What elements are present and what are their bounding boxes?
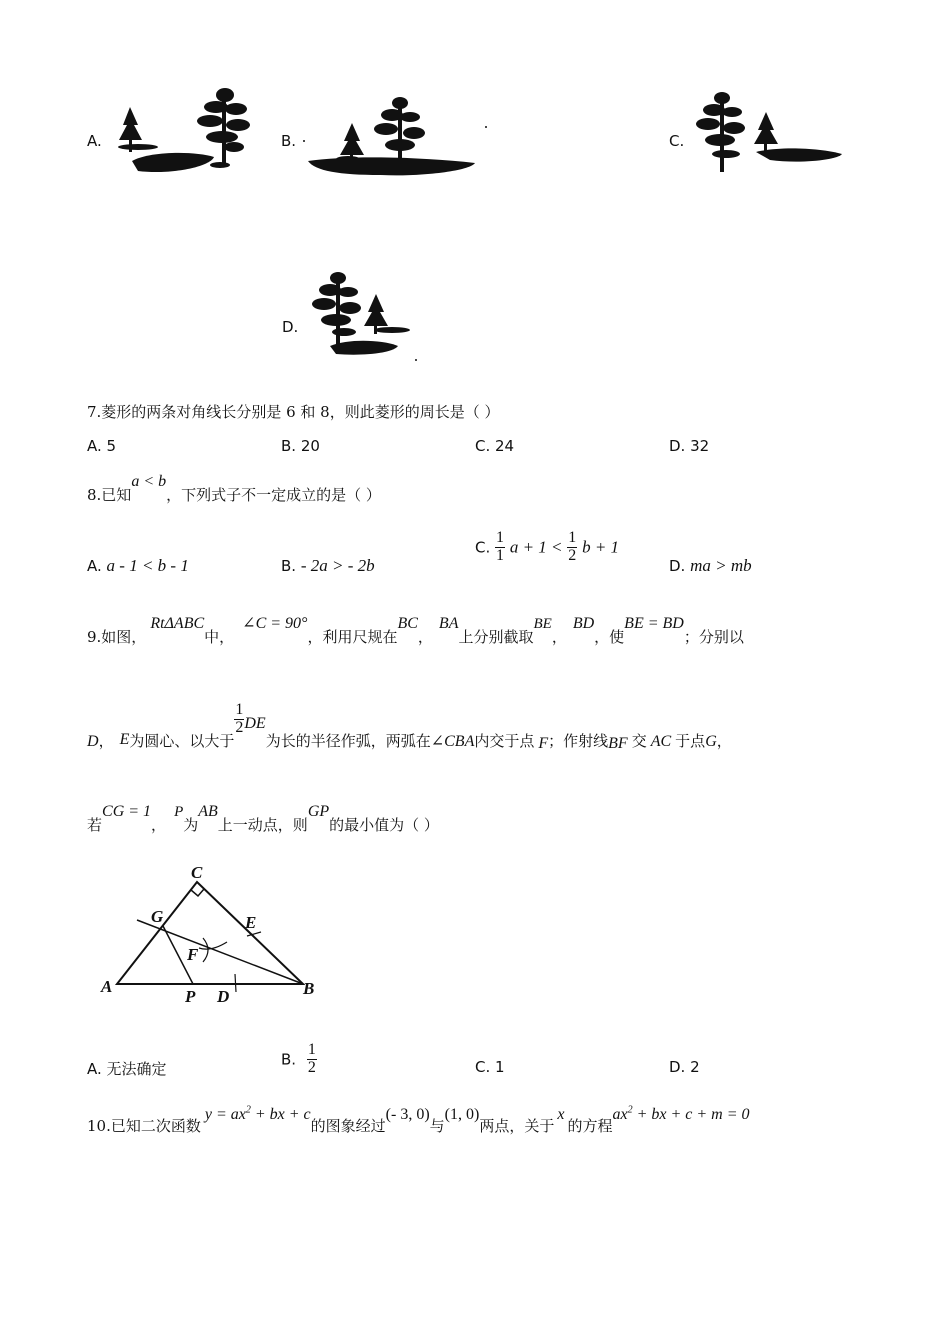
q9-number: 9.如图， [87, 628, 147, 646]
q9-half-fraction: $\frac{1}{2}$ [235, 701, 244, 736]
q9-text: ， [98, 732, 114, 750]
q8-option-c-tail: b + 1 [582, 537, 620, 557]
q8-option-d [669, 556, 752, 576]
q9-figure-label-c: C [191, 863, 203, 882]
q9-figure-label-f: F [187, 945, 199, 964]
q8-option-c-fraction-1: $\frac{1}{1}$ [496, 529, 505, 564]
q8-option-d-label: D. [669, 557, 686, 575]
q9-text: ；分别以 [683, 628, 744, 646]
q6-option-a-figure [110, 85, 270, 180]
q9-cg-equation: CG = 1 [102, 803, 152, 820]
q9-text: 为 [183, 816, 199, 834]
q9-ac: AC [650, 733, 672, 750]
q6-option-d-label: D. [282, 318, 299, 336]
q10-text: 与 [429, 1117, 445, 1135]
q9-bd: BD [572, 615, 595, 632]
q8-stem [87, 470, 381, 504]
q7-stem: 7.菱形的两条对角线长分别是 6 和 8，则此菱形的周长是（ ） [87, 403, 500, 421]
q9-text: 内交于点 [474, 732, 535, 750]
q9-point-f: F [538, 735, 549, 752]
q10-number: 10.已知二次函数 [87, 1117, 201, 1135]
q9-right-angle: ∠C = 90° [242, 615, 308, 632]
q8-option-a [87, 556, 189, 576]
q8-option-c-mid: a + 1 < [509, 537, 563, 557]
q9-option-c: C. 1 [475, 1058, 505, 1076]
q8-option-c [475, 530, 619, 565]
q9-gp: GP [307, 803, 330, 820]
q10-equation: $ax^2$ + bx + c + m = 0 [612, 1104, 750, 1123]
q9-figure-label-e: E [245, 913, 257, 932]
q6-option-c-figure [690, 88, 850, 180]
q9-figure-label-p: P [185, 987, 196, 1006]
q8-option-b [281, 556, 375, 576]
q9-line-3 [87, 800, 439, 834]
q9-text: ， [417, 628, 433, 646]
q9-figure-label-g: G [151, 907, 164, 926]
q8-option-a-expr: a - 1 < b - 1 [106, 556, 189, 575]
q9-text: ；作射线 [548, 732, 609, 750]
q9-text: 为长的半径作弧，两弧在 [265, 732, 431, 750]
q8-option-d-expr: ma > mb [690, 556, 752, 575]
q9-figure-label-b: B [303, 979, 315, 998]
q9-text: 为圆心、以大于 [129, 732, 235, 750]
q9-ba: BA [438, 615, 459, 632]
q9-triangle: RtΔABC [150, 615, 205, 632]
q9-point-d: D [87, 733, 99, 750]
q7-option-b: B. 20 [281, 437, 320, 455]
q8-number: 8.已知 [87, 486, 132, 504]
q9-be: BE [533, 616, 552, 632]
q8-condition: a < b [131, 473, 167, 490]
q6-option-b-label: B. [281, 132, 297, 150]
q9-option-a: A. 无法确定 [87, 1060, 167, 1078]
q9-de: DE [244, 715, 266, 732]
q8-option-b-label: B. [281, 557, 297, 575]
q9-text: ，利用尺规在 [307, 628, 398, 646]
q10-stem [87, 1103, 750, 1135]
q9-option-b [281, 1042, 317, 1077]
q9-line-2 [87, 701, 732, 752]
q9-text: 的最小值为（ ） [329, 816, 439, 834]
q10-point-1: (- 3, 0) [385, 1106, 430, 1123]
q10-variable-x: x [557, 1106, 565, 1123]
q10-point-2: (1, 0) [444, 1106, 480, 1123]
q9-text: ， [151, 816, 167, 834]
q9-option-b-label: B. [281, 1050, 297, 1069]
q9-option-d: D. 2 [669, 1058, 700, 1076]
q9-point-e: E [119, 731, 130, 748]
q9-text: ， [716, 732, 732, 750]
q9-text: 若 [87, 816, 103, 834]
q8-option-a-label: A. [87, 557, 102, 575]
q9-figure-label-d: D [217, 987, 230, 1006]
q9-option-b-fraction: $\frac{1}{2}$ [307, 1041, 316, 1076]
q6-option-a-label: A. [87, 132, 102, 150]
q10-text: 的方程 [567, 1117, 613, 1135]
q10-text: 两点，关于 [479, 1117, 555, 1135]
q10-text: 的图象经过 [310, 1117, 386, 1135]
q9-text: 中， [204, 628, 235, 646]
q7-option-c: C. 24 [475, 437, 515, 455]
q6-option-b-figure [300, 95, 490, 180]
q9-bc: BC [397, 615, 418, 632]
q8-option-c-label: C. [475, 538, 491, 557]
q9-triangle-figure [95, 860, 335, 1010]
q9-text: ， [551, 628, 567, 646]
q9-point-p: P [174, 804, 184, 820]
q8-option-b-expr: - 2a > - 2b [300, 556, 375, 575]
q9-ray-bf: BF [608, 735, 628, 752]
q9-angle-cba: ∠CBA [430, 733, 475, 750]
q9-line-1 [87, 612, 744, 646]
q9-text: ，使 [594, 628, 625, 646]
q9-text: 于点 [675, 732, 706, 750]
q9-equation: BE = BD [624, 615, 684, 632]
q10-function: $y = ax^2$ + bx + c [204, 1104, 311, 1123]
q9-text: 上分别截取 [458, 628, 534, 646]
q9-ab: AB [198, 803, 218, 820]
q7-option-a: A. 5 [87, 437, 117, 455]
q8-option-c-fraction-2: $\frac{1}{2}$ [568, 529, 577, 564]
q6-option-d-figure [304, 268, 424, 363]
q9-text: 交 [631, 732, 647, 750]
q8-stem-tail: ，下列式子不一定成立的是（ ） [166, 486, 381, 504]
q7-option-d: D. 32 [669, 437, 710, 455]
q9-figure-label-a: A [101, 977, 113, 996]
q9-text: 上一动点，则 [217, 816, 308, 834]
q6-option-c-label: C. [669, 132, 685, 150]
q9-point-g: G [705, 733, 717, 750]
